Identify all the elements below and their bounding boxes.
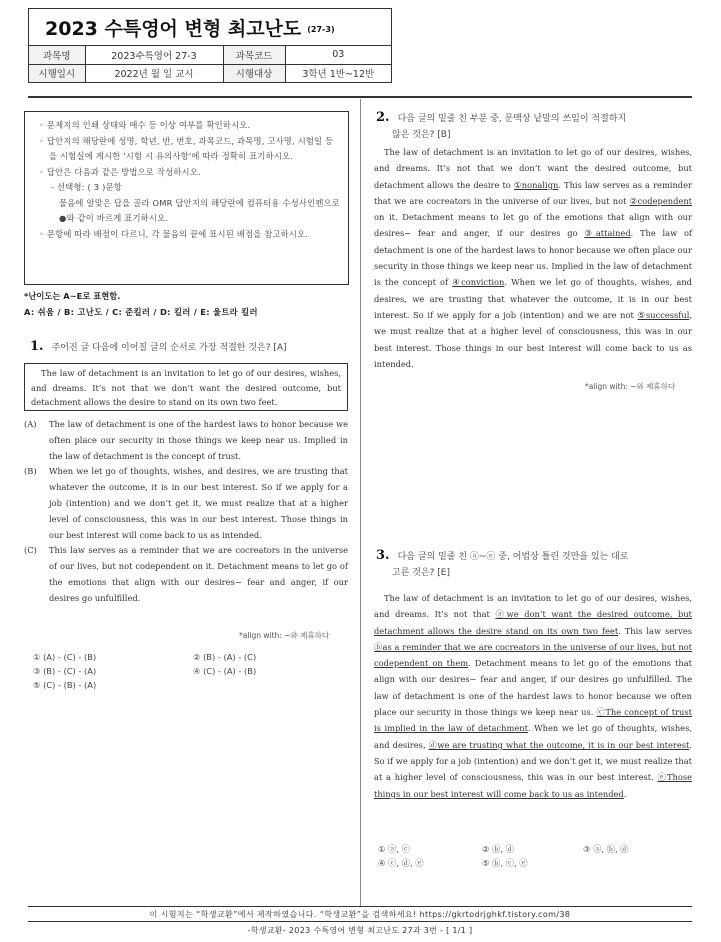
exam-header — [28, 8, 392, 83]
underlined-phrase: ⓓwe are trusting what the outcome, it is in our best interest — [428, 739, 690, 750]
instruction-item: ◦ 문제지의 인쇄 상태와 매수 등 이상 여부를 확인하시오. — [39, 120, 251, 130]
question-2-passage — [374, 144, 692, 372]
table-cell: 2023수특영어 27-3 — [85, 46, 223, 64]
answer-choice[interactable]: ① (A) - (C) - (B) — [33, 652, 97, 662]
table-cell: 3학년 1반~12반 — [285, 64, 391, 82]
table-cell: 03 — [332, 49, 345, 61]
difficulty-scale: A: 쉬움 / B: 고난도 / C: 준킬러 / D: 킬러 / E: 울트라 킬러 — [24, 307, 258, 317]
exam-title-sub: (27-3) — [307, 24, 335, 34]
answer-choice[interactable]: ① ⓐ, ⓒ — [378, 844, 410, 854]
exam-instructions — [24, 111, 349, 285]
passage-text: The law of detachment is an invitation to let go of our desires, wishes, and dreams. It’s not that we don’t want the desired outcome, but detachment allows the desire to — [374, 147, 692, 190]
table-cell: 과목코드 — [223, 46, 285, 64]
paragraph-text: This law serves as a reminder that we are cocreators in the universe of our lives, but not codependent on it. Detachment means to let go of the emotions that align with our desires− fear and anger, if our desires go unfulfilled. — [49, 545, 348, 603]
paragraph-label: (B) — [24, 466, 37, 477]
underlined-word: ①nonalign — [513, 179, 559, 190]
exam-title — [29, 9, 391, 46]
question-2-heading — [376, 110, 696, 143]
question-number: 2. — [376, 110, 390, 125]
passage-text: . The law of detachment is one of the hardest laws to honor because we often place our security in those things we keep near us. Implied in the law of detachment is the concept of — [374, 228, 693, 288]
underlined-word: ②codependent — [629, 195, 692, 206]
answer-choice[interactable]: ⑤ ⓑ, ⓒ, ⓔ — [482, 858, 528, 868]
footer-page-info: -학생교환- 2023 수특영어 변형 최고난도 27과 3번 - [ 1/1 ] — [247, 926, 473, 935]
underlined-word: ④conviction — [452, 277, 505, 288]
paragraph-label: (A) — [24, 419, 37, 429]
answer-choice[interactable]: ③ (B) - (C) - (A) — [33, 666, 97, 676]
footer-divider — [28, 906, 692, 907]
question-1-choices — [33, 652, 353, 700]
table-row — [29, 46, 391, 64]
question-prompt: 다음 글의 밑줄 친 부분 중, 문맥상 낱말의 쓰임이 적절하지 — [397, 114, 627, 124]
underlined-word: ③attained — [584, 228, 631, 239]
passage-text: . When we let go of thoughts, wishes, and desires, — [374, 723, 692, 750]
answer-choice[interactable]: ④ (C) - (A) - (B) — [193, 666, 257, 676]
question-3-heading — [376, 548, 696, 581]
answer-choice[interactable]: ② (B) - (A) - (C) — [193, 652, 257, 662]
paragraph-text: The law of detachment is one of the hardest laws to honor because we often place our security in those things we keep near us. Implied in the law of detachment is the concept of trust. — [49, 419, 348, 461]
question-prompt: 고른 것은? [E] — [392, 568, 450, 578]
question-1-paragraphs — [24, 417, 348, 607]
passage-text: . So if we apply for a job (intention) and we don’t get it, we must realize that at a higher level of consciousness, this was in our best interest. — [374, 739, 692, 783]
answer-choice[interactable]: ④ ⓒ, ⓓ, ⓔ — [378, 858, 424, 868]
footer-divider — [28, 921, 692, 922]
passage-text: . — [623, 788, 627, 799]
instruction-item: ◦ 문항에 따라 배점이 다르니, 각 물음의 끝에 표시된 배점을 참고하시오. — [39, 228, 309, 239]
paragraph-text: When we let go of thoughts, wishes, and desires, we are trusting that whatever the outcome, it is in our best interest. So if we apply for a job (intention) and we don’t get it, we must realize that at a higher level of consciousness, this was in our best interest. Those things in our best interest will come back to us as intended. — [49, 466, 348, 540]
paragraph-option — [24, 543, 348, 606]
vocab-note: *align with: ~와 제휴하다 — [585, 382, 676, 391]
instruction-sub: 물음에 알맞은 답을 골라 OMR 답안지의 해당란에 컴퓨터용 수성사인펜으로 ●와 같이 바르게 표기하시오. — [59, 197, 340, 223]
answer-choice[interactable]: ⑤ (C) - (B) - (A) — [33, 680, 97, 690]
answer-choice[interactable]: ② ⓑ, ⓓ — [482, 844, 514, 854]
question-3-choices — [378, 843, 698, 875]
passage-text: The law of detachment is an invitation to let go of our desires, wishes, and dreams. It’s not that — [374, 593, 692, 620]
question-number: 3. — [376, 548, 390, 563]
passage-text: . When we let go of thoughts, wishes, and desires, we are trusting that whatever the outcome, it is in our best interest. So if we apply for a job (intention) and we are not — [374, 277, 692, 320]
passage-paragraph — [374, 590, 692, 802]
exam-info-table — [29, 46, 391, 82]
underlined-phrase: ⓒThe concept of trust is implied in the law of detachment — [374, 707, 692, 734]
footer-notice: 이 시험지는 “학생교환”에서 제작하였습니다. “학생교환”을 검색하세요! https://gkrtodrjghkf.tistory.com/38 — [149, 910, 571, 919]
instruction-item: ◦ 답안지의 해당란에 성명, 학년, 반, 번호, 과목코드, 과목명, 고사명, 시험일 등을 시험실에 게시한 '시험 시 유의사항'에 따라 정확히 표기하시오. — [39, 135, 334, 161]
table-cell: 시행일시 — [29, 64, 85, 82]
table-cell: 2022년 월 일 교시 — [85, 64, 223, 82]
paragraph-option — [24, 417, 348, 464]
underlined-word: ⑤successful — [637, 309, 690, 320]
vocab-note: *align with: ~와 제휴하다 — [239, 631, 330, 640]
instruction-item: ◦ 답안은 다음과 같은 방법으로 작성하시오. — [39, 166, 201, 177]
question-3-passage — [374, 590, 692, 802]
question-prompt: 않은 것은? [B] — [392, 130, 451, 140]
paragraph-option — [24, 464, 348, 543]
passage-text: , we must realize that at a higher level of consciousness, this was in our best interest. Those things in our best interest will come back to us as intended. — [374, 309, 692, 369]
paragraph-label: (C) — [24, 545, 37, 556]
answer-choice[interactable]: ③ ⓐ, ⓑ, ⓓ — [583, 844, 629, 854]
underlined-phrase: ⓔThose things in our best interest will come back to us as intended — [374, 772, 692, 799]
column-divider — [360, 99, 361, 907]
passage-text: . Detachment means to let go of the emotions that align with our desires− fear and anger, if our desires go unfulfilled. The law of detachment is one of the hardest laws to honor because we often place our security in those things we keep near us. — [374, 658, 692, 718]
question-prompt: 주어진 글 다음에 이어질 글의 순서로 가장 적절한 것은? [A] — [51, 343, 287, 353]
passage-text: . This law serves — [618, 625, 693, 636]
question-prompt: 다음 글의 밑줄 친 ⓐ~ⓔ 중, 어법상 틀린 것만을 있는 대로 — [397, 552, 629, 562]
passage-text: . This law serves as a reminder that we are cocreators in the universe of our lives, but not — [374, 179, 692, 206]
passage-paragraph — [374, 144, 692, 372]
passage-text: on it. Detachment means to let go of the emotions that align with our desires− fear and anger, if our desires go — [374, 212, 692, 239]
header-divider — [28, 96, 692, 98]
table-cell: 과목명 — [29, 46, 85, 64]
instruction-sub: - 선택형: ( 3 )문항 — [51, 182, 122, 192]
underlined-phrase: ⓑas a reminder that we are cocreators in the universe of our lives, but not codependent on them — [374, 641, 692, 669]
difficulty-note: *난이도는 A~E로 표현함. — [24, 291, 121, 301]
question-1-heading — [30, 339, 287, 356]
table-row — [29, 64, 391, 82]
underlined-phrase: ⓐwe don’t want the desired outcome, but detachment allows the desire stand on its own two feet — [374, 609, 692, 636]
exam-title-text: 2023 수특영어 변형 최고난도 — [45, 17, 302, 40]
question-number: 1. — [30, 339, 44, 354]
table-cell: 시행대상 — [223, 64, 285, 82]
question-1-given-text: The law of detachment is an invitation to let go of our desires, wishes, and dreams. It’s not that we don’t want the desired outcome, but detachment allows the desire to stand on its own two feet. — [24, 363, 348, 411]
